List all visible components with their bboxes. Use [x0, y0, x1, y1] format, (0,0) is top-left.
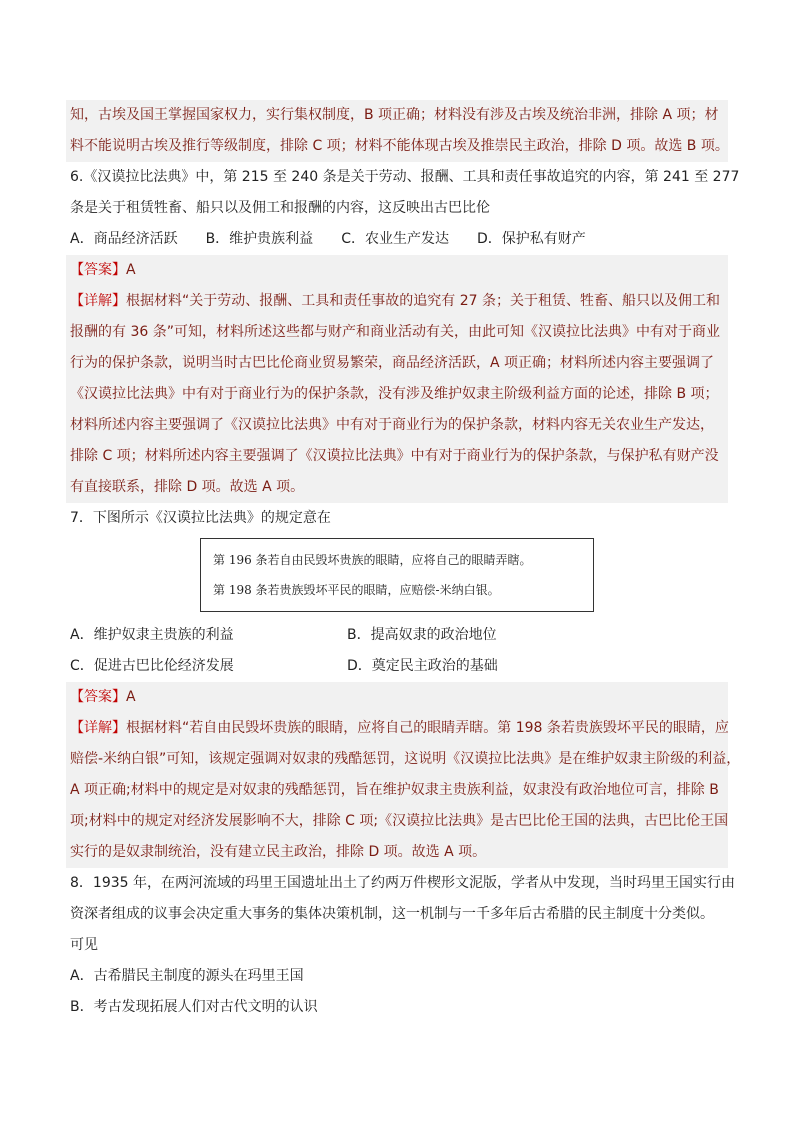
answer-text-line: 料不能说明古埃及推行等级制度，排除 C 项；材料不能体现古埃及推崇民主政治，排除 D 项。故选 B 项。	[70, 138, 729, 154]
options-row	[70, 620, 724, 651]
detail-text: 根据材料“关于劳动、报酬、工具和责任事故的追究有 27 条；关于租赁、牲畜、船只以及佣工和	[126, 293, 720, 309]
detail-line: A 项正确;材料中的规定是对奴隶的残酷惩罚，旨在维护奴隶主贵族利益，奴隶没有政治地位可言，排除 B	[70, 782, 719, 798]
answer-line	[70, 682, 724, 713]
answer-block	[66, 682, 741, 868]
question-7	[70, 503, 741, 868]
detail-line: 赔偿-米纳白银”可知，该规定强调对奴隶的残酷惩罚，这说明《汉谟拉比法典》是在维护奴隶主阶级的利益，	[70, 751, 741, 767]
detail-label: 【详解】	[70, 720, 126, 736]
question-stem-line: 8．1935 年，在两河流域的玛里王国遗址出土了约两万件楔形文泥版，学者从中发现，当时玛里王国实行由	[70, 875, 735, 891]
detail-line	[70, 713, 729, 744]
material-line: 第 196 条若自由民毁坏贵族的眼睛，应将自己的眼睛弄瞎。	[213, 553, 532, 567]
detail-line: 项;材料中的规定对经济发展影响不大，排除 C 项;《汉谟拉比法典》是古巴比伦王国的法典，古巴比伦王国	[70, 813, 729, 829]
options-row	[70, 224, 724, 255]
document-page	[70, 100, 741, 1023]
option-a: A．商品经济活跃	[70, 231, 178, 247]
detail-line: 有直接联系，排除 D 项。故选 A 项。	[70, 479, 305, 495]
question-stem-line: 可见	[70, 937, 98, 953]
option-c: C．促进古巴比伦经济发展	[70, 658, 234, 674]
option-a: A．维护奴隶主贵族的利益	[70, 627, 234, 643]
option-d: D．保护私有财产	[476, 231, 586, 247]
option-c: C．农业生产发达	[341, 231, 449, 247]
material-line: 第 198 条若贵族毁坏平民的眼睛，应赔偿-米纳白银。	[213, 583, 500, 597]
answer-value: A	[126, 262, 136, 278]
answer-label: 【答案】	[70, 262, 126, 278]
detail-text: 根据材料“若自由民毁坏贵族的眼睛，应将自己的眼睛弄瞎。第 198 条若贵族毁坏平民的眼睛，应	[126, 720, 729, 736]
question-stem-line: 条是关于租赁牲畜、船只以及佣工和报酬的内容，这反映出古巴比伦	[70, 200, 490, 216]
question-stem-line: 6.《汉谟拉比法典》中，第 215 至 240 条是关于劳动、报酬、工具和责任事故追究的内容，第 241 至 277	[70, 169, 740, 185]
detail-line: 行为的保护条款，说明当时古巴比伦商业贸易繁荣，商品经济活跃，A 项正确；材料所述内容主要强调了	[70, 355, 715, 371]
detail-line	[70, 286, 724, 317]
detail-line: 材料所述内容主要强调了《汉谟拉比法典》中有对于商业行为的保护条款，材料内容无关农业生产发达，	[70, 417, 714, 433]
detail-line: 排除 C 项；材料所述内容主要强调了《汉谟拉比法典》中有对于商业行为的保护条款，与保护私有财产没	[70, 448, 719, 464]
option-b: B．维护贵族利益	[205, 231, 314, 247]
detail-line: 《汉谟拉比法典》中有对于商业行为的保护条款，没有涉及维护奴隶主阶级利益方面的论述，排除 B 项；	[70, 386, 719, 402]
detail-line: 报酬的有 36 条”可知，材料所述这些都与财产和商业活动有关，由此可知《汉谟拉比法典》中有对于商业	[70, 324, 720, 340]
options-row	[70, 651, 724, 682]
option-a: A．古希腊民主制度的源头在玛里王国	[70, 968, 304, 984]
answer-block	[66, 255, 728, 503]
detail-line: 实行的是奴隶制统治，没有建立民主政治，排除 D 项。故选 A 项。	[70, 844, 487, 860]
answer-value: A	[126, 689, 136, 705]
question-8	[70, 868, 735, 1023]
option-d: D．奠定民主政治的基础	[347, 658, 498, 674]
question-stem-line: 7．下图所示《汉谟拉比法典》的规定意在	[70, 510, 331, 526]
detail-label: 【详解】	[70, 293, 126, 309]
prev-answer-block	[66, 100, 728, 162]
answer-label: 【答案】	[70, 689, 126, 705]
question-6	[70, 162, 740, 503]
question-stem-line: 资深者组成的议事会决定重大事务的集体决策机制，这一机制与一千多年后古希腊的民主制度十分类似。	[70, 906, 714, 922]
answer-text-line: 知，古埃及国王掌握国家权力，实行集权制度，B 项正确；材料没有涉及古埃及统治非洲，排除 A 项；材	[70, 107, 719, 123]
answer-line	[70, 255, 724, 286]
option-b: B．提高奴隶的政治地位	[347, 627, 497, 643]
option-b: B．考古发现拓展人们对古代文明的认识	[70, 999, 318, 1015]
material-box-wrapper	[70, 538, 724, 612]
material-box	[200, 538, 594, 612]
